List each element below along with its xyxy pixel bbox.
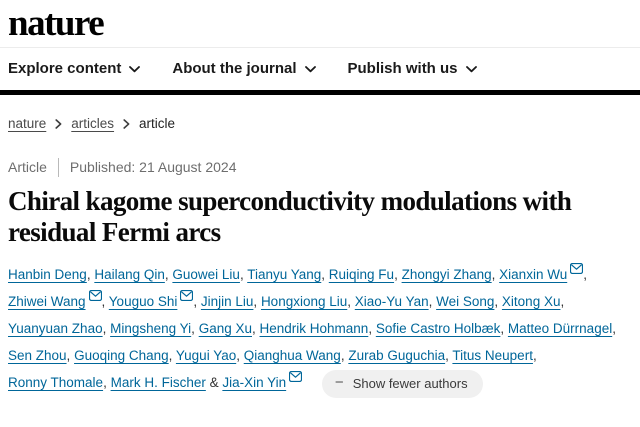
author-item: [8, 375, 111, 390]
author-separator: ,: [103, 375, 111, 391]
author-item: [201, 294, 261, 309]
article-type-label: Article: [8, 159, 47, 176]
author-separator: ,: [394, 267, 402, 283]
author-item: [74, 348, 176, 363]
author-item: [176, 348, 244, 363]
author-link[interactable]: Matteo Dürrnagel: [507, 321, 613, 337]
author-item: [172, 267, 247, 282]
author-link[interactable]: Zurab Guguchia: [348, 348, 446, 364]
breadcrumb-current-article: article: [139, 115, 176, 131]
nav-explore-content[interactable]: [8, 60, 140, 77]
article-meta: [8, 158, 632, 177]
main-nav: [0, 48, 640, 90]
nature-logo[interactable]: nature: [8, 3, 104, 44]
chevron-down-icon: [129, 64, 140, 73]
author-separator: ,: [428, 294, 437, 310]
author-item: [452, 348, 536, 363]
author-link[interactable]: Xianxin Wu: [499, 267, 568, 283]
author-link[interactable]: Hanbin Deng: [8, 267, 87, 283]
show-fewer-label: Show fewer authors: [352, 375, 468, 391]
author-list: [8, 261, 632, 397]
author-item: [261, 294, 355, 309]
breadcrumb-link-articles[interactable]: articles: [71, 115, 115, 131]
article-title: Chiral kagome superconductivity modulations with residual Fermi arcs: [8, 185, 572, 248]
breadcrumb: [8, 116, 632, 131]
author-item: [348, 348, 452, 363]
author-link[interactable]: Titus Neupert: [452, 348, 533, 364]
author-link[interactable]: Wei Song: [436, 294, 495, 310]
author-item: [199, 321, 260, 336]
author-separator: ,: [168, 348, 176, 364]
meta-divider: [58, 158, 59, 177]
author-separator: ,: [445, 348, 453, 364]
author-item: [436, 294, 502, 309]
author-separator: ,: [560, 294, 565, 310]
chevron-right-icon: [123, 119, 130, 129]
envelope-icon[interactable]: [89, 294, 102, 309]
author-separator: ,: [236, 348, 244, 364]
author-item: [260, 321, 376, 336]
author-links-container: [8, 267, 616, 390]
author-separator: ,: [86, 267, 95, 283]
author-separator: ,: [368, 321, 376, 337]
author-link[interactable]: Ruiqing Fu: [328, 267, 395, 283]
breadcrumb-link-nature[interactable]: nature: [8, 115, 47, 131]
author-link[interactable]: Sofie Castro Holbæk: [375, 321, 501, 337]
author-link[interactable]: Hongxiong Liu: [260, 294, 348, 310]
author-separator: ,: [494, 294, 502, 310]
envelope-icon[interactable]: [570, 267, 583, 282]
author-link[interactable]: Gang Xu: [198, 321, 252, 337]
envelope-icon[interactable]: [180, 294, 193, 309]
masthead: [0, 0, 640, 47]
nav-about-the-journal[interactable]: [172, 60, 315, 77]
author-item: [376, 321, 508, 336]
author-link[interactable]: Hailang Qin: [94, 267, 165, 283]
author-item: [499, 267, 587, 282]
author-separator: ,: [340, 348, 349, 364]
author-separator: ,: [532, 348, 537, 364]
author-link[interactable]: Xiao-Yu Yan: [354, 294, 429, 310]
author-separator: ,: [164, 267, 173, 283]
author-separator: ,: [583, 267, 587, 283]
author-separator: ,: [612, 321, 616, 337]
author-link[interactable]: Xitong Xu: [501, 294, 561, 310]
author-link[interactable]: Jinjin Liu: [200, 294, 254, 310]
author-link[interactable]: Yuanyuan Zhao: [8, 321, 103, 337]
author-item: [244, 348, 349, 363]
show-fewer-authors-button[interactable]: [322, 370, 483, 398]
chevron-right-icon: [55, 119, 62, 129]
author-item: [8, 294, 109, 309]
author-item: [355, 294, 436, 309]
nav-label: Explore content: [8, 59, 122, 77]
author-item: [111, 375, 223, 390]
author-separator: &: [205, 375, 223, 391]
author-link[interactable]: Hendrik Hohmann: [259, 321, 369, 337]
author-item: [109, 294, 201, 309]
author-separator: ,: [191, 321, 199, 337]
author-separator: ,: [347, 294, 355, 310]
envelope-icon[interactable]: [289, 375, 302, 390]
author-separator: ,: [101, 294, 109, 310]
author-link[interactable]: Mark H. Fischer: [110, 375, 206, 391]
author-link[interactable]: Guowei Liu: [172, 267, 240, 283]
author-link[interactable]: Mingsheng Yi: [110, 321, 192, 337]
author-item: [247, 267, 329, 282]
author-item: [502, 294, 564, 309]
author-item: [8, 321, 110, 336]
author-item: [8, 267, 94, 282]
author-link[interactable]: Zhiwei Wang: [8, 294, 86, 310]
author-item: [329, 267, 402, 282]
author-link[interactable]: Guoqing Chang: [74, 348, 169, 364]
author-separator: ,: [193, 294, 201, 310]
author-separator: ,: [491, 267, 500, 283]
author-item: [508, 321, 616, 336]
nav-label: About the journal: [172, 59, 297, 77]
accent-bar: [0, 90, 640, 95]
author-link[interactable]: Youguo Shi: [108, 294, 178, 310]
author-item: [8, 348, 74, 363]
author-link[interactable]: Sen Zhou: [8, 348, 67, 364]
author-separator: ,: [500, 321, 508, 337]
published-date: Published: 21 August 2024: [69, 159, 237, 176]
author-separator: ,: [239, 267, 248, 283]
article-content: [0, 116, 640, 398]
author-link[interactable]: Qianghua Wang: [243, 348, 341, 364]
author-item: [110, 321, 199, 336]
author-separator: ,: [102, 321, 111, 337]
author-link[interactable]: Tianyu Yang: [247, 267, 322, 283]
author-item: [402, 267, 500, 282]
author-link[interactable]: Zhongyi Zhang: [401, 267, 492, 283]
chevron-down-icon: [305, 64, 316, 73]
nav-publish-with-us[interactable]: [348, 60, 477, 77]
author-separator: ,: [66, 348, 75, 364]
minus-icon: −: [334, 374, 344, 392]
author-separator: ,: [321, 267, 329, 283]
nav-label: Publish with us: [347, 59, 458, 77]
author-separator: ,: [253, 294, 261, 310]
author-link[interactable]: Jia-Xin Yin: [222, 375, 287, 391]
author-item: [94, 267, 172, 282]
author-link[interactable]: Ronny Thomale: [8, 375, 104, 391]
author-item: [222, 375, 302, 390]
author-separator: ,: [251, 321, 260, 337]
author-link[interactable]: Yugui Yao: [175, 348, 237, 364]
chevron-down-icon: [466, 64, 477, 73]
